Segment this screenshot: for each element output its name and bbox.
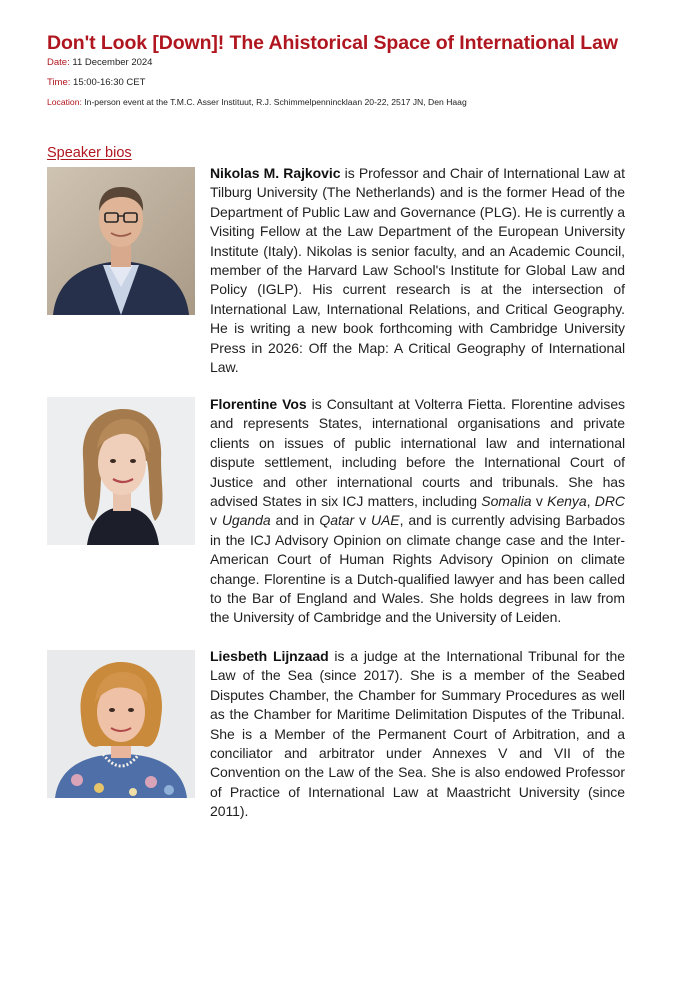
- event-date: 11 December 2024: [72, 57, 153, 68]
- speaker-bio-text: ,: [586, 493, 595, 510]
- case-party: Qatar: [319, 512, 355, 529]
- speaker-photo-lijnzaad: [47, 650, 195, 798]
- speaker-name: Florentine Vos: [210, 396, 307, 412]
- date-label: Date:: [47, 57, 70, 68]
- case-party: Kenya: [547, 493, 587, 510]
- speaker-name: Nikolas M. Rajkovic: [210, 165, 341, 181]
- case-party: UAE: [370, 512, 400, 529]
- portrait-woman-icon: [47, 397, 195, 545]
- speaker-bio-text: is Professor and Chair of International Law at Tilburg University (The Netherlands) and is the former Head of the Department of Public Law and Governance (PLG). He is currently a Visiting Fellow at the Law Department of the European University Institute (Italy). Nikolas is senior faculty, and an Academic Council, member of the Harvard Law School's Institute for Global Law and Policy (IGLP). His current research is at the intersection of International Law, International Relations, and Critical Geography. He is writing a new book forthcoming with Cambridge University Press in 2026: Off the Map: A Critical Geography of International Law.: [210, 165, 625, 376]
- time-label: Time:: [47, 77, 71, 88]
- speaker-photo-rajkovic: [47, 167, 195, 315]
- event-time: 15:00-16:30 CET: [73, 77, 146, 88]
- event-location-row: [47, 96, 467, 109]
- speaker-bio-lijnzaad: [210, 647, 625, 822]
- location-label: Location:: [47, 97, 82, 107]
- event-date-row: [47, 56, 152, 69]
- speaker-bios-heading: Speaker bios: [47, 145, 132, 161]
- case-party: DRC: [594, 493, 625, 510]
- speaker-bio-text: is Consultant at Volterra Fietta. Florentine advises and represents States, international organisations and private clients on issues of public international law and international dispute settlement, including before the International Court of Justice and other international courts and tribunals. She has advised States in six ICJ matters, including: [210, 396, 626, 510]
- event-title: Don't Look [Down]! The Ahistorical Space of International Law: [47, 32, 618, 54]
- speaker-bio-rajkovic: [210, 164, 625, 377]
- event-time-row: [47, 76, 145, 89]
- event-location: In-person event at the T.M.C. Asser Instituut, R.J. Schimmelpennincklaan 20-22, 2517 JN, Den Haag: [84, 97, 467, 107]
- speaker-bio-text: and in: [270, 512, 320, 529]
- speaker-bio-text: v: [354, 512, 371, 529]
- portrait-man-icon: [47, 167, 195, 315]
- speaker-photo-vos: [47, 397, 195, 545]
- portrait-woman-icon: [47, 650, 195, 798]
- speaker-bio-text: is a judge at the International Tribunal for the Law of the Sea (since 2017). She is a member of the Seabed Disputes Chamber, the Chamber for Summary Procedures as well as the Chamber for Maritime Delimitation Disputes of the Tribunal. She is a Member of the Permanent Court of Arbitration, and a conciliator and arbitrator under Annexes V and VII of the Convention on the Law of the Sea. She is also endowed Professor of Practice of International Law at Maastricht University (since 2011).: [210, 648, 625, 820]
- speaker-bio-text: v: [210, 512, 222, 529]
- speaker-bio-text: , and is currently advising Barbados in the ICJ Advisory Opinion on climate change case and the Inter-American Court of Human Rights Advisory Opinion on climate change. Florentine is a Dutch-qualified lawyer and has been called to the Bar of England and Wales. She holds degrees in law from the University of Cambridge and the University of Leiden.: [210, 512, 625, 626]
- case-party: Uganda: [221, 512, 271, 529]
- speaker-name: Liesbeth Lijnzaad: [210, 648, 329, 664]
- speaker-bio-vos: [210, 395, 625, 628]
- case-party: Somalia: [481, 493, 532, 510]
- speaker-bio-text: v: [531, 493, 548, 510]
